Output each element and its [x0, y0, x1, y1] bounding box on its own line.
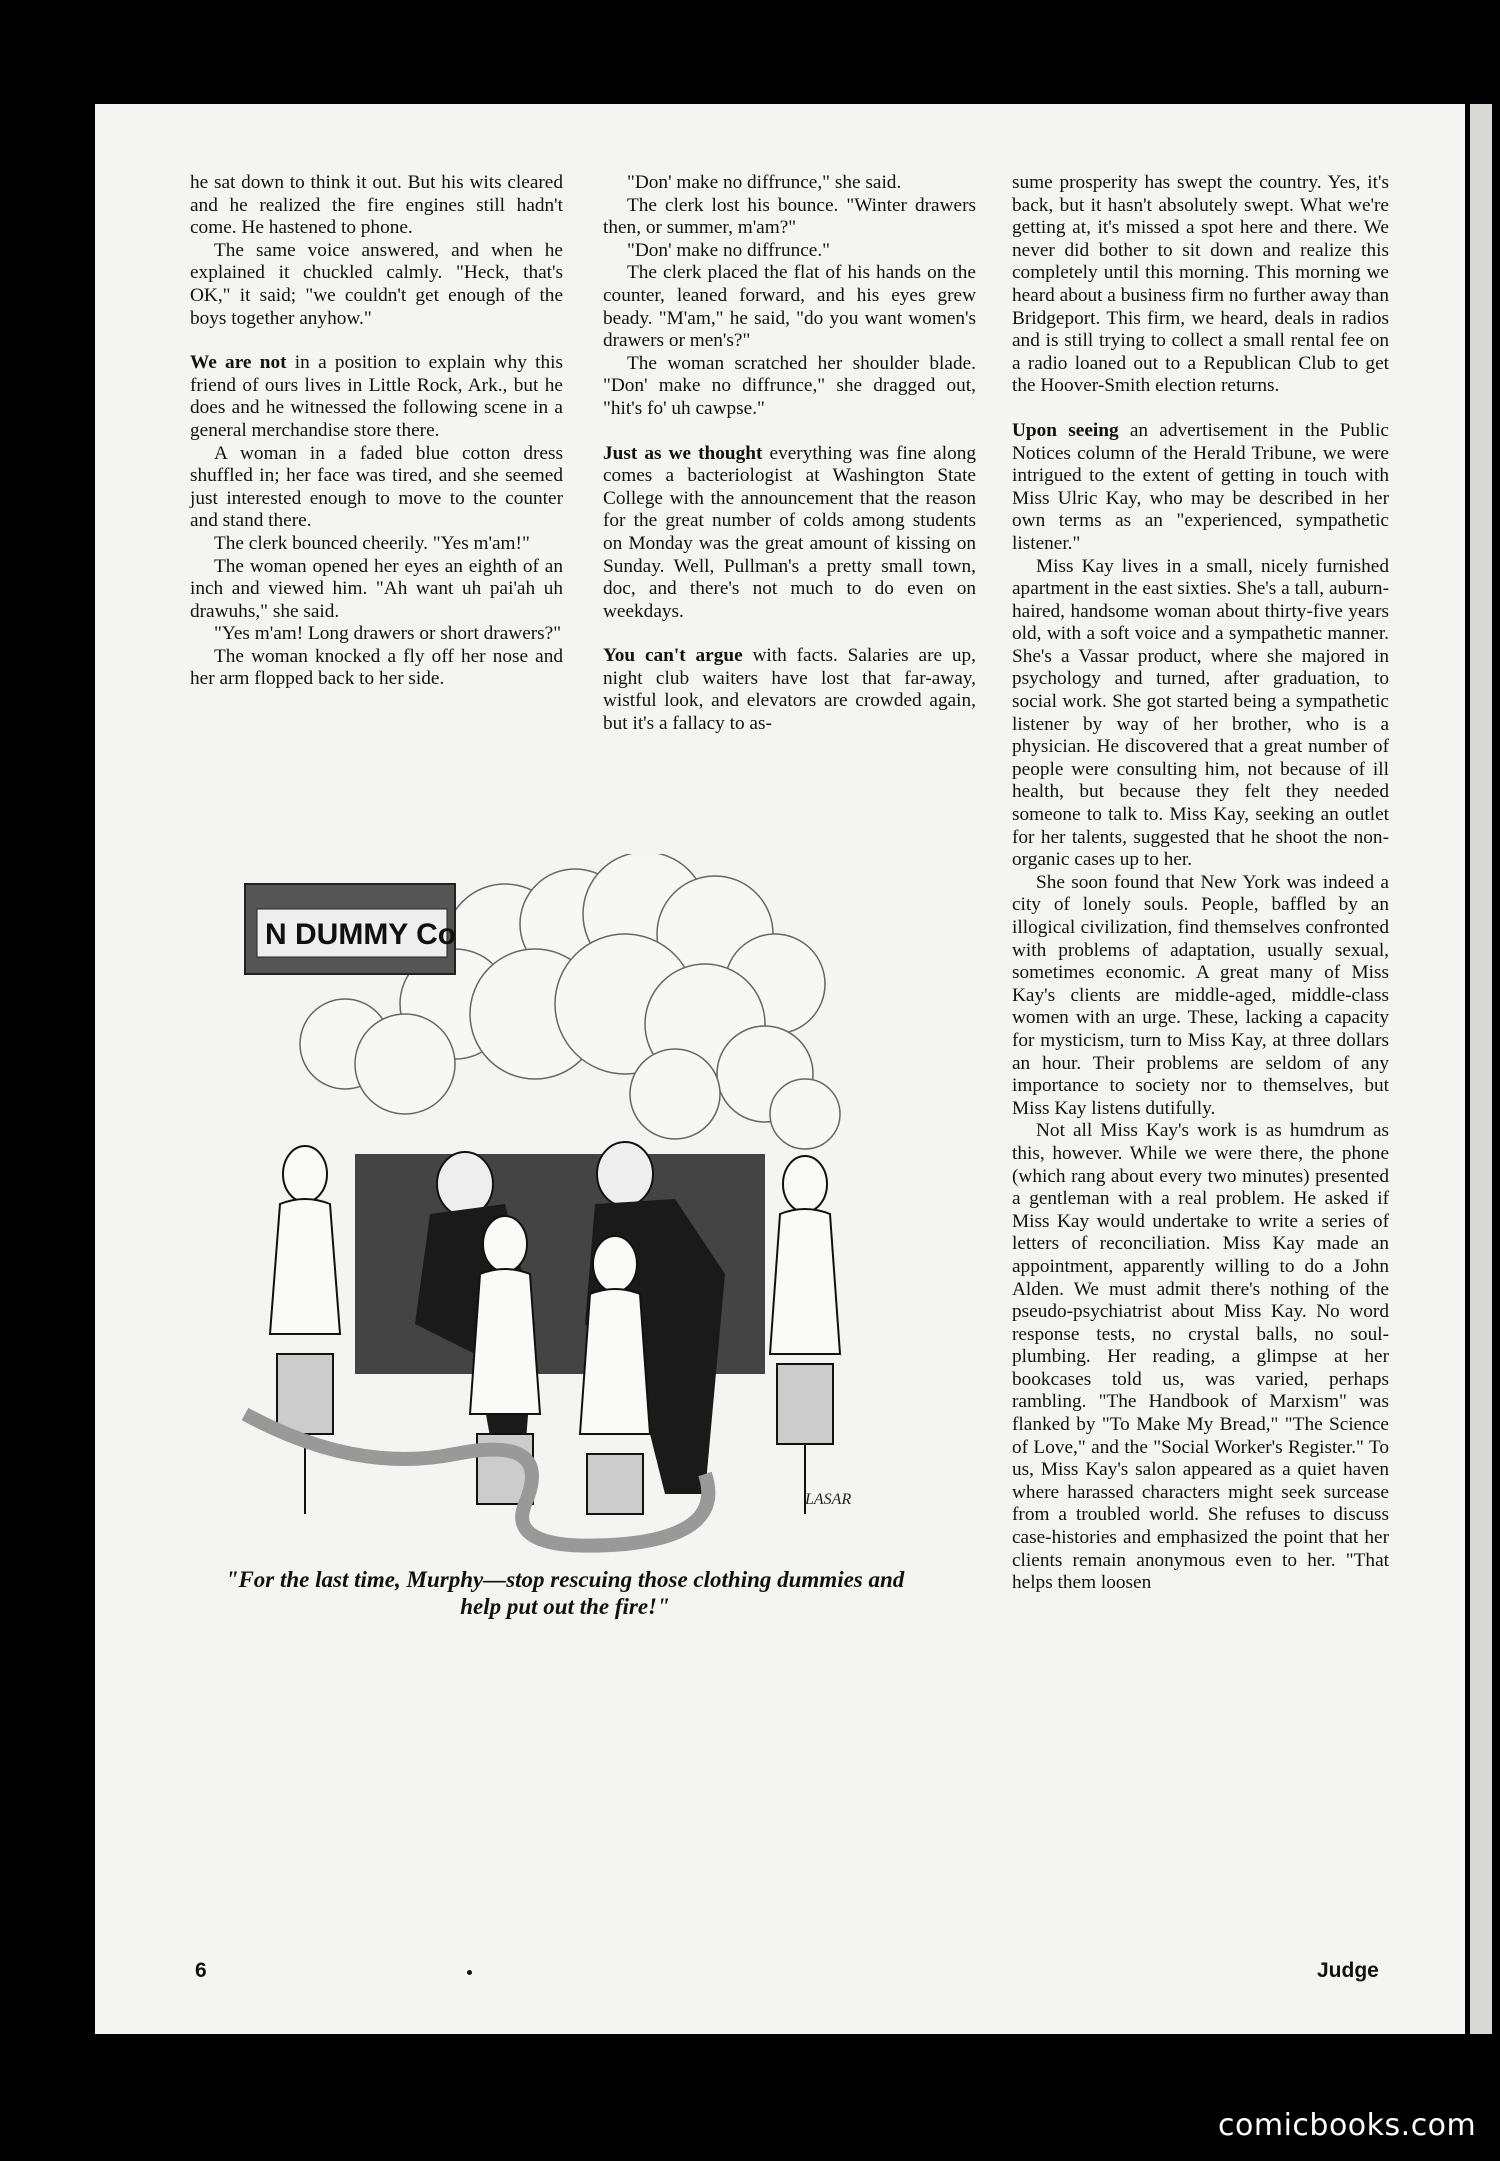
paragraph	[1012, 172, 1389, 398]
paragraph-lead: Upon seeing	[1012, 419, 1119, 441]
paragraph	[1012, 1120, 1389, 1594]
paragraph-text: The woman knocked a fly off her nose and her arm flopped back to her side.	[190, 645, 563, 690]
paragraph	[190, 533, 563, 556]
page-number: 6	[195, 1959, 207, 1982]
paragraph	[603, 353, 976, 421]
paragraph-text: The clerk placed the flat of his hands on the counter, leaned forward, and his eyes grew beady. "M'am," he said, "do you want women's drawers or men's?"	[603, 262, 976, 352]
magazine-name: Judge	[1317, 1959, 1379, 1982]
paragraph	[603, 172, 976, 195]
paragraph	[1012, 556, 1389, 872]
paragraph-text: "Don' make no diffrunce."	[627, 239, 831, 261]
paragraph-lead: Just as we thought	[603, 442, 763, 464]
paragraph	[603, 195, 976, 240]
paragraph-text: She soon found that New York was indeed a city of lonely souls. People, baffled by an illogical civilization, find themselves confronted with problems of adaptation, usually sexual, sometimes economic. A great many of Miss Kay's clients are middle-aged, middle-class women with an urge. These, lacking a capacity for mysticism, turn to Miss Kay, at three dollars an hour. Their problems are seldom of any importance to society nor to themselves, but Miss Kay listens dutifully.	[1012, 871, 1389, 1119]
paragraph-text: in a position to explain why this friend of ours lives in Little Rock, Ark., but he does and he witnessed the following scene in a general merchandise store there.	[190, 352, 563, 441]
paragraph-text: The woman opened her eyes an eighth of an inch and viewed him. "Ah want uh pai'ah uh drawuhs," she said.	[190, 555, 563, 622]
paragraph	[190, 646, 563, 691]
paragraph	[190, 240, 563, 330]
paragraph	[603, 262, 976, 352]
paragraph	[190, 172, 563, 240]
paragraph	[603, 645, 976, 735]
paragraph	[190, 352, 563, 442]
paragraph	[1012, 420, 1389, 556]
paragraph-text: The clerk lost his bounce. "Winter drawers then, or summer, m'am?"	[603, 194, 976, 239]
paragraph-text: he sat down to think it out. But his wits cleared and he realized the fire engines still hadn't come. He hastened to phone.	[190, 172, 563, 239]
paragraph-text: everything was fine along comes a bacteriologist at Washington State College with the announcement that the reason for the great number of colds among students on Monday was the great amount of kissing on Sunday. Well, Pullman's a pretty small town, doc, and there's not much to do even on weekdays.	[603, 442, 976, 622]
cartoon-caption: "For the last time, Murphy—stop rescuing those clothing dummies and help put out the fire!"	[225, 1567, 905, 1619]
magazine-page	[95, 104, 1465, 2034]
paragraph-text: The woman scratched her shoulder blade. "Don' make no diffrunce," she dragged out, "hit's fo' uh cawpse."	[603, 352, 976, 419]
paragraph-text: Not all Miss Kay's work is as humdrum as this, however. While we were there, the phone (which rang about every two minutes) presented a gentleman with a real problem. He asked if Miss Kay would undertake to write a series of letters of reconciliation. Miss Kay made an appointment, apparently willing to do a John Alden. We must admit there's nothing of the pseudo-psychiatrist about Miss Kay. No word response tests, no crystal balls, no soul-plumbing. Her reading, a glimpse at her bookcases told us, was varied, perhaps rambling. "The Handbook of Marxism" was flanked by "To Make My Bread," "The Science of Love," and the "Social Worker's Register." To us, Miss Kay's salon appeared as a quiet haven where harassed characters might seek surcease from a troubled world. She refuses to discuss case-histories and emphasized the point that her clients remain anonymous even to her. "That helps them loosen	[1012, 1120, 1389, 1594]
paragraph	[603, 443, 976, 624]
paragraph	[190, 623, 563, 646]
paragraph-lead: We are not	[190, 352, 287, 374]
watermark: comicbooks.com	[1218, 2108, 1477, 2143]
paragraph-text: an advertisement in the Public Notices column of the Herald Tribune, we were intrigued to the extent of getting in touch with Miss Ulric Kay, who may be described in her own terms as an "experienced, sympathetic listener."	[1012, 419, 1389, 554]
paragraph	[1012, 872, 1389, 1121]
folio-dot	[467, 1970, 472, 1975]
text-column-1	[190, 172, 563, 691]
paragraph-text: Miss Kay lives in a small, nicely furnished apartment in the east sixties. She's a tall, auburn-haired, handsome woman about thirty-five years old, with a soft voice and a sympathetic manner. She's a Vassar product, where she majored in psychology and turned, after graduation, to social work. She got started being a sympathetic listener by way of her brother, who is a physician. He discovered that a great number of people were consulting him, not because of ill health, but because they felt they needed someone to talk to. Miss Kay, seeking an outlet for her talents, suggested that he shoot the non-organic cases up to her.	[1012, 555, 1389, 871]
paragraph-lead: You can't argue	[603, 645, 743, 667]
paragraph-text: "Don' make no diffrunce," she said.	[627, 172, 902, 193]
paragraph-text: sume prosperity has swept the country. Yes, it's back, but it hasn't absolutely swept. What we're getting at, it's missed a spot here and there. We never did bother to sit down and realize this completely until this morning. This morning we heard about a business firm no further away than Bridgeport. This firm, we heard, deals in radios and is still trying to collect a small rental fee on a radio loaned out to a Republican Club to get the Hoover-Smith election returns.	[1012, 172, 1389, 397]
paragraph-text: The same voice answered, and when he explained it chuckled calmly. "Heck, that's OK," it said; "we couldn't get enough of the boys together anyhow."	[190, 239, 563, 329]
cartoon-illustration	[205, 854, 925, 1559]
paragraph	[190, 443, 563, 533]
next-page-edge	[1470, 104, 1492, 2034]
paragraph	[190, 556, 563, 624]
text-column-2	[603, 172, 976, 736]
paragraph-text: with facts. Salaries are up, night club waiters have lost that far-away, wistful look, and elevators are crowded again, but it's a fallacy to as-	[603, 645, 976, 735]
paragraph-text: A woman in a faded blue cotton dress shuffled in; her face was tired, and she seemed just interested enough to move to the counter and stand there.	[190, 442, 563, 532]
paragraph-text: "Yes m'am! Long drawers or short drawers?"	[214, 623, 562, 645]
text-column-3	[1012, 172, 1389, 1595]
paragraph	[603, 240, 976, 263]
shop-sign-text: N DUMMY Co	[265, 918, 457, 951]
paragraph-text: The clerk bounced cheerily. "Yes m'am!"	[214, 532, 530, 554]
artist-signature: LASAR	[805, 1491, 852, 1508]
